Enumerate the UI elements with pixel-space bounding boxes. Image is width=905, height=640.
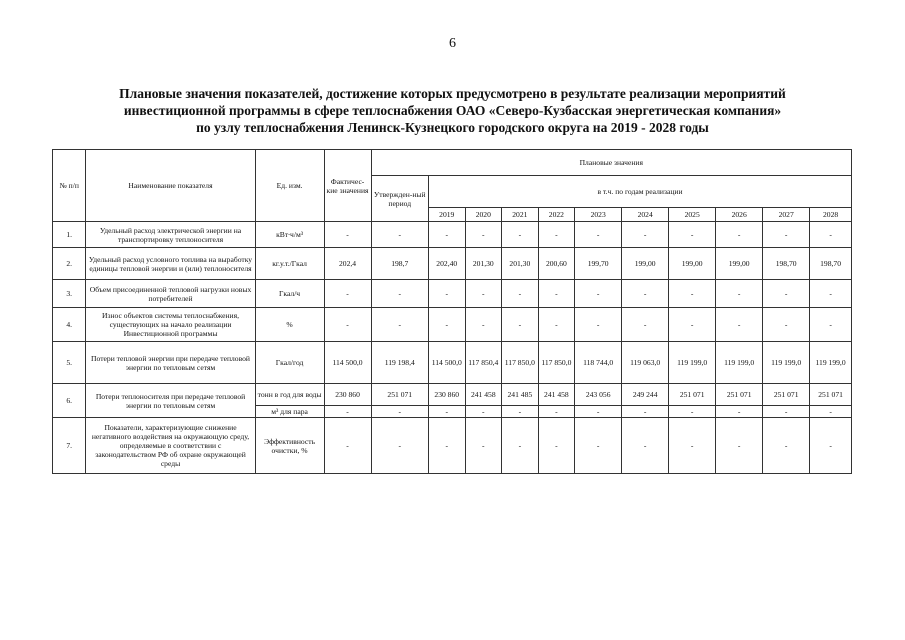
row-unit: кВт∙ч/м³ [255, 222, 324, 248]
row-year-value: 251 071 [669, 384, 716, 406]
row-year-value: - [763, 406, 810, 418]
row-year-value: - [575, 280, 622, 308]
header-unit: Ед. изм. [255, 150, 324, 222]
table-row [53, 222, 852, 248]
row-unit: кг.у.т./Гкал [255, 248, 324, 280]
year-header: 2020 [465, 208, 502, 222]
row-year-value: 199,00 [716, 248, 763, 280]
row-year-value: 119 199,0 [669, 342, 716, 384]
table-row [53, 342, 852, 384]
row-approved: - [371, 406, 428, 418]
row-year-value: - [622, 418, 669, 474]
row-num: 6. [53, 384, 86, 418]
row-unit: Гкал/ч [255, 280, 324, 308]
row-year-value: - [622, 308, 669, 342]
row-unit: тонн в год для воды [255, 384, 324, 406]
row-year-value: - [716, 222, 763, 248]
row-name: Объем присоединенной тепловой нагрузки новых потребителей [86, 280, 255, 308]
document-title [40, 85, 865, 136]
row-name: Износ объектов системы теплоснабжения, существующих на начало реализации Инвестиционной программы [86, 308, 255, 342]
row-unit: % [255, 308, 324, 342]
row-year-value: - [810, 222, 852, 248]
row-name: Потери теплоносителя при передаче тепловой энергии по тепловым сетям [86, 384, 255, 418]
row-year-value: - [622, 406, 669, 418]
row-name: Удельный расход электрической энергии на транспортировку теплоносителя [86, 222, 255, 248]
row-actual: 230 860 [324, 384, 371, 406]
year-header: 2023 [575, 208, 622, 222]
row-name: Показатели, характеризующие снижение негативного воздействия на окружающую среду, определяемые в соответствии с законодательством РФ об охране окружающей среды [86, 418, 255, 474]
row-year-value: - [502, 418, 539, 474]
row-year-value: 241 458 [538, 384, 575, 406]
row-num: 7. [53, 418, 86, 474]
row-actual: - [324, 308, 371, 342]
row-year-value: 119 199,0 [716, 342, 763, 384]
row-year-value: - [428, 418, 465, 474]
row-year-value: - [622, 222, 669, 248]
row-year-value: - [622, 280, 669, 308]
row-year-value: - [538, 418, 575, 474]
row-year-value: - [538, 406, 575, 418]
row-year-value: - [465, 406, 502, 418]
row-year-value: - [763, 222, 810, 248]
row-num: 3. [53, 280, 86, 308]
row-num: 2. [53, 248, 86, 280]
row-year-value: - [810, 406, 852, 418]
year-header: 2028 [810, 208, 852, 222]
table-row [53, 248, 852, 280]
row-approved: 251 071 [371, 384, 428, 406]
row-year-value: - [716, 308, 763, 342]
indicators-table [52, 149, 852, 474]
row-year-value: - [810, 308, 852, 342]
row-year-value: - [465, 418, 502, 474]
row-year-value: 118 744,0 [575, 342, 622, 384]
row-year-value: 200,60 [538, 248, 575, 280]
year-header: 2019 [428, 208, 465, 222]
row-year-value: - [428, 406, 465, 418]
header-name: Наименование показателя [86, 150, 255, 222]
year-header: 2022 [538, 208, 575, 222]
row-year-value: - [763, 418, 810, 474]
row-name: Удельный расход условного топлива на выработку единицы тепловой энергии и (или) теплоносителя [86, 248, 255, 280]
row-year-value: - [502, 406, 539, 418]
row-year-value: 202,40 [428, 248, 465, 280]
row-approved: - [371, 308, 428, 342]
row-num: 5. [53, 342, 86, 384]
year-header: 2024 [622, 208, 669, 222]
row-actual: 114 500,0 [324, 342, 371, 384]
row-num: 4. [53, 308, 86, 342]
row-actual: - [324, 406, 371, 418]
title-line-1: Плановые значения показателей, достижение которых предусмотрено в результате реализации мероприятий [119, 86, 786, 101]
year-header: 2027 [763, 208, 810, 222]
year-header: 2021 [502, 208, 539, 222]
row-approved: - [371, 280, 428, 308]
title-line-2: инвестиционной программы в сфере теплоснабжения ОАО «Северо-Кузбасская энергетическая компания» [123, 103, 782, 118]
row-year-value: - [502, 308, 539, 342]
title-line-3: по узлу теплоснабжения Ленинск-Кузнецкого городского округа на 2019 - 2028 годы [196, 120, 709, 135]
row-year-value: - [669, 418, 716, 474]
row-year-value: - [428, 280, 465, 308]
row-year-value: - [716, 280, 763, 308]
row-actual: - [324, 280, 371, 308]
table-row [53, 384, 852, 406]
row-year-value: - [502, 280, 539, 308]
table-row [53, 280, 852, 308]
row-year-value: 251 071 [763, 384, 810, 406]
row-approved: - [371, 418, 428, 474]
header-approved: Утвержден-ный период [371, 176, 428, 222]
header-num: № п/п [53, 150, 86, 222]
row-year-value: - [575, 418, 622, 474]
row-year-value: 117 850,0 [538, 342, 575, 384]
row-num: 1. [53, 222, 86, 248]
row-year-value: 243 056 [575, 384, 622, 406]
row-year-value: - [669, 308, 716, 342]
row-year-value: 241 485 [502, 384, 539, 406]
row-year-value: - [810, 280, 852, 308]
row-unit: Гкал/год [255, 342, 324, 384]
row-year-value: 198,70 [763, 248, 810, 280]
row-year-value: 201,30 [502, 248, 539, 280]
row-year-value: 201,30 [465, 248, 502, 280]
row-actual: - [324, 222, 371, 248]
row-unit: Эффективность очистки, % [255, 418, 324, 474]
row-year-value: - [428, 222, 465, 248]
row-year-value: - [763, 308, 810, 342]
row-year-value: 199,00 [669, 248, 716, 280]
header-planned: Плановые значения [371, 150, 851, 176]
row-approved: 198,7 [371, 248, 428, 280]
year-header: 2025 [669, 208, 716, 222]
row-year-value: - [669, 222, 716, 248]
row-year-value: - [465, 222, 502, 248]
row-year-value: 198,70 [810, 248, 852, 280]
row-approved: 119 198,4 [371, 342, 428, 384]
row-year-value: 199,70 [575, 248, 622, 280]
row-year-value: - [716, 418, 763, 474]
row-year-value: - [538, 222, 575, 248]
row-year-value: - [669, 280, 716, 308]
row-year-value: - [716, 406, 763, 418]
row-year-value: 249 244 [622, 384, 669, 406]
row-year-value: - [538, 308, 575, 342]
header-actual: Фактичес-кие значения [324, 150, 371, 222]
row-year-value: 199,00 [622, 248, 669, 280]
row-year-value: - [575, 222, 622, 248]
row-year-value: 251 071 [810, 384, 852, 406]
table-row [53, 418, 852, 474]
row-year-value: - [502, 222, 539, 248]
row-year-value: - [669, 406, 716, 418]
table-row [53, 308, 852, 342]
row-year-value: - [575, 406, 622, 418]
row-year-value: - [465, 308, 502, 342]
row-year-value: 119 199,0 [763, 342, 810, 384]
row-name: Потери тепловой энергии при передаче тепловой энергии по тепловым сетям [86, 342, 255, 384]
row-year-value: 119 063,0 [622, 342, 669, 384]
row-year-value: 251 071 [716, 384, 763, 406]
row-approved: - [371, 222, 428, 248]
row-year-value: 117 850,4 [465, 342, 502, 384]
row-year-value: 117 850,0 [502, 342, 539, 384]
row-year-value: 114 500,0 [428, 342, 465, 384]
row-year-value: 241 458 [465, 384, 502, 406]
row-year-value: - [763, 280, 810, 308]
row-year-value: 119 199,0 [810, 342, 852, 384]
page-number: 6 [449, 36, 456, 51]
row-unit: м³ для пара [255, 406, 324, 418]
header-by-years: в т.ч. по годам реализации [428, 176, 851, 208]
year-header: 2026 [716, 208, 763, 222]
row-year-value: - [428, 308, 465, 342]
row-year-value: - [575, 308, 622, 342]
row-year-value: - [465, 280, 502, 308]
row-actual: 202,4 [324, 248, 371, 280]
row-year-value: - [538, 280, 575, 308]
row-actual: - [324, 418, 371, 474]
row-year-value: - [810, 418, 852, 474]
row-year-value: 230 860 [428, 384, 465, 406]
